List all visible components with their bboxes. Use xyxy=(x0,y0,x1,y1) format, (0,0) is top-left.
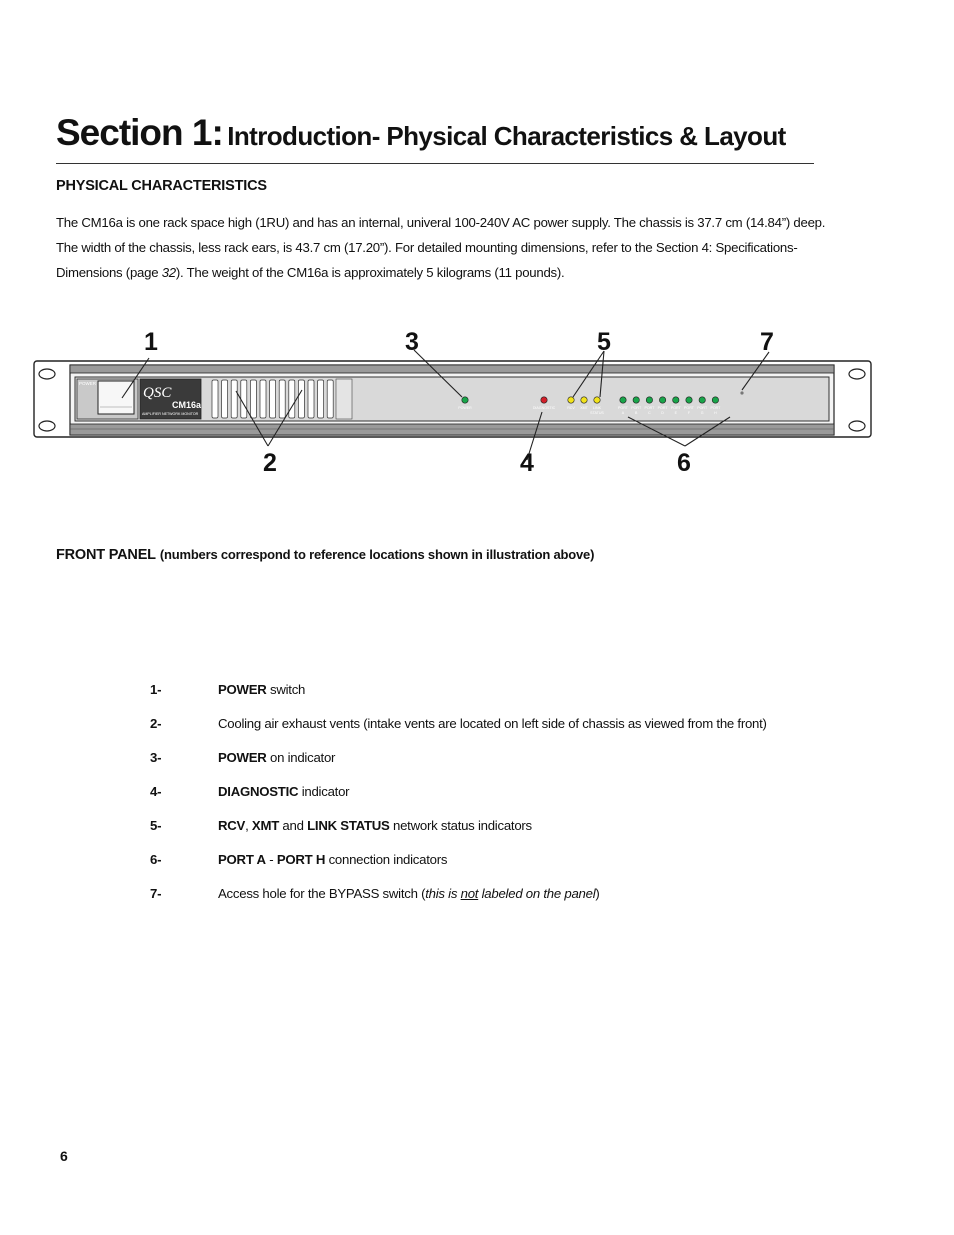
diagnostic-led-label: DIAGNOSTIC xyxy=(532,406,556,410)
port-b-led-label: PORT xyxy=(631,406,642,410)
diagnostic-led xyxy=(541,397,547,403)
vent-slot xyxy=(222,380,228,418)
list-item: 1- POWER switch xyxy=(150,682,306,697)
port-h-led-label-2: H xyxy=(714,411,717,415)
vent-slot xyxy=(318,380,324,418)
page-title xyxy=(56,114,786,151)
port-g-led-label: PORT xyxy=(697,406,708,410)
port-d-led-label: PORT xyxy=(657,406,668,410)
vent-slot xyxy=(250,380,256,418)
list-item: 5- RCV, XMT and LINK STATUS network status indicators xyxy=(150,818,532,833)
list-item: 7- Access hole for the BYPASS switch (this is not labeled on the panel) xyxy=(150,886,600,901)
port-f-led-label-2: F xyxy=(687,411,691,415)
power-led-label: POWER xyxy=(458,406,472,410)
vent-slot xyxy=(241,380,247,418)
port-b-led xyxy=(633,397,639,403)
power-led xyxy=(462,397,468,403)
rcv-led xyxy=(568,397,574,403)
port-g-led-label-2: G xyxy=(700,411,704,415)
front-panel-heading: FRONT PANEL (numbers correspond to reference locations shown in illustration above) xyxy=(56,547,595,563)
callout-6: 6 xyxy=(677,449,691,477)
vent-slot xyxy=(231,380,237,418)
port-d-led-label-2: D xyxy=(661,411,664,415)
callout-1: 1 xyxy=(144,328,158,356)
port-c-led xyxy=(646,397,652,403)
port-a-led-label: PORT xyxy=(618,406,628,410)
page-reference: 32 xyxy=(161,265,176,280)
rack-hole-bottom-right xyxy=(849,421,865,431)
xmt-led-label: XMT xyxy=(580,406,588,410)
qsc-logo: QSC xyxy=(143,385,172,401)
rack-hole-top-left xyxy=(39,369,55,379)
page-number: 6 xyxy=(60,1148,68,1164)
callout-2: 2 xyxy=(263,449,277,477)
callout-7: 7 xyxy=(760,328,774,356)
physical-characteristics-heading: PHYSICAL CHARACTERISTICS xyxy=(56,178,267,194)
link-led xyxy=(594,397,600,403)
front-panel-illustration xyxy=(30,318,875,488)
vent-slot xyxy=(212,380,218,418)
vent-slot xyxy=(289,380,295,418)
link-led-label: LINK xyxy=(593,406,601,410)
bypass-hole xyxy=(740,391,743,394)
port-c-led-label-2: C xyxy=(648,411,651,415)
list-item: 2- Cooling air exhaust vents (intake vents are located on left side of chassis as viewed from the front) xyxy=(150,716,767,731)
chassis-bottom-rail xyxy=(70,424,834,435)
front-panel-list xyxy=(150,682,850,920)
port-g-led xyxy=(699,397,705,403)
rack-hole-top-right xyxy=(849,369,865,379)
port-e-led-label-2: E xyxy=(674,411,678,415)
para-line-2: The width of the chassis, less rack ears, is 43.7 cm (17.20”). For detailed mounting dimensions, refer to the Section 4: Specifications- xyxy=(56,240,798,255)
section-label: Section 1: xyxy=(56,112,223,153)
callout-5: 5 xyxy=(597,328,611,356)
list-item: 4- DIAGNOSTIC indicator xyxy=(150,784,350,799)
vent-slot xyxy=(308,380,314,418)
front-panel-drawing xyxy=(30,318,875,488)
rcv-led-label: RCV xyxy=(567,406,575,410)
port-c-led-label: PORT xyxy=(644,406,655,410)
front-panel-note: (numbers correspond to reference locations shown in illustration above) xyxy=(159,547,595,562)
port-f-led-label: PORT xyxy=(684,406,694,410)
chassis-top-rail xyxy=(70,365,834,373)
vent-slot xyxy=(270,380,276,418)
callout-4: 4 xyxy=(520,449,534,477)
port-h-led-label: PORT xyxy=(710,406,721,410)
power-switch-label: POWER xyxy=(79,381,97,386)
port-b-led-label-2: B xyxy=(634,411,638,415)
port-e-led-label: PORT xyxy=(670,406,681,410)
port-a-led xyxy=(620,397,626,403)
port-a-led-label-2: A xyxy=(621,411,625,415)
vent-slot xyxy=(260,380,266,418)
port-e-led xyxy=(673,397,679,403)
vent-slot xyxy=(279,380,285,418)
port-d-led xyxy=(659,397,665,403)
para-line-3: Dimensions (page 32). The weight of the CM16a is approximately 5 kilograms (11 pounds). xyxy=(56,265,565,280)
link-led-label-2: STATUS xyxy=(590,411,604,415)
xmt-led xyxy=(581,397,587,403)
model-label: CM16a xyxy=(172,400,202,410)
rack-hole-bottom-left xyxy=(39,421,55,431)
model-sub-label: AMPLIFIER NETWORK MONITOR xyxy=(142,412,199,416)
port-h-led xyxy=(712,397,718,403)
vent-slot xyxy=(298,380,304,418)
list-item: 6- PORT A - PORT H connection indicators xyxy=(150,852,448,867)
physical-characteristics-text xyxy=(56,210,826,285)
callout-3: 3 xyxy=(405,328,419,356)
port-f-led xyxy=(686,397,692,403)
title-rule xyxy=(56,163,814,164)
list-item: 3- POWER on indicator xyxy=(150,750,336,765)
section-title: Introduction- Physical Characteristics & Layout xyxy=(227,121,786,151)
para-line-1: The CM16a is one rack space high (1RU) and has an internal, univeral 100-240V AC power supply. The chassis is 37.7 cm (14.84”) deep. xyxy=(56,215,826,230)
power-switch xyxy=(98,381,134,414)
vent-slot xyxy=(327,380,333,418)
